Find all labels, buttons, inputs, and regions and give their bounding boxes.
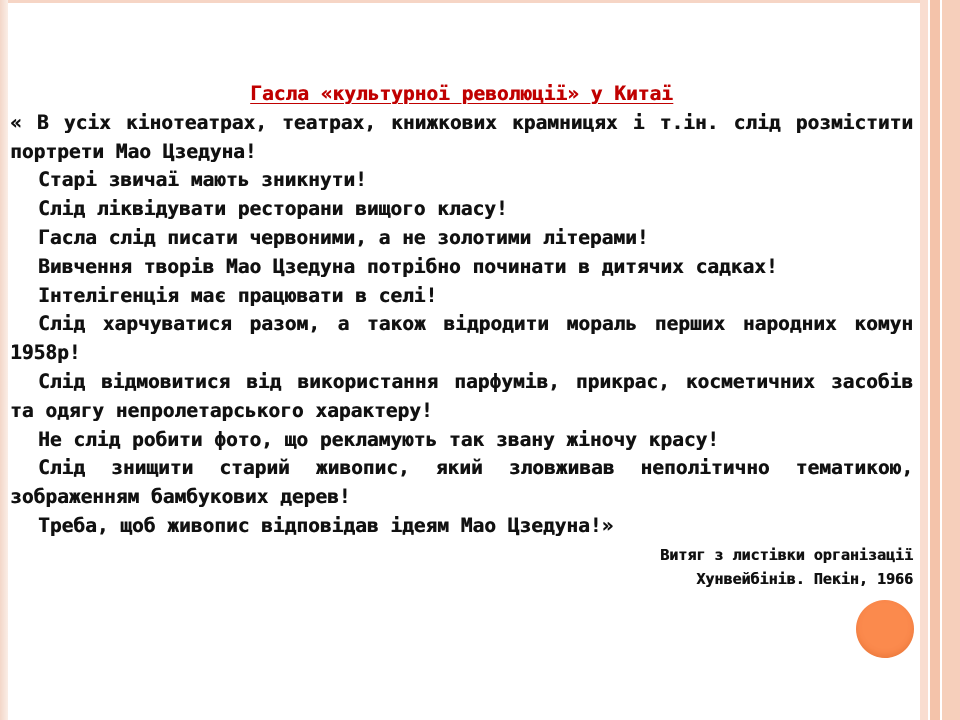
slogan-paragraph: Слід відмовитися від використання парфумів, прикрас, косметичних засобів та одягу непролетарського характеру! [10, 369, 913, 422]
slide-title: Гасла «культурної революції» у Китаї [250, 82, 673, 105]
slogan-paragraph: Інтелігенція має працювати в селі! [38, 283, 438, 307]
slogan-paragraph: Треба, щоб живопис відповідав ідеям Мао Цзедуна!» [38, 513, 614, 537]
slogan-paragraph: Слід харчуватися разом, а також відродити мораль перших народних комун 1958р! [10, 312, 913, 365]
slide-content [10, 80, 913, 591]
slogan-paragraph: Слід знищити старий живопис, який зловживав неполітично тематикою, зображенням бамбукових дерев! [10, 456, 913, 509]
slide-frame-top [8, 0, 920, 3]
slogan-paragraph: « В усіх кінотеатрах, театрах, книжкових крамницях і т.ін. слід розмістити портрети Мао Цзедуна! [10, 110, 913, 163]
slogan-paragraph: Гасла слід писати червоними, а не золотими літерами! [38, 225, 649, 249]
source-citation [10, 543, 913, 591]
slide-frame-right [920, 0, 960, 720]
source-line-1: Витяг з листівки організації [660, 545, 913, 564]
decorative-orange-circle [856, 600, 914, 658]
slogan-paragraph: Старі звичаї мають зникнути! [38, 168, 367, 192]
slogan-paragraph: Не слід робити фото, що рекламують так звану жіночу красу! [38, 427, 719, 451]
slogan-paragraph: Вивчення творів Мао Цзедуна потрібно починати в дитячих садках! [38, 254, 778, 278]
source-line-2: Хунвейбінів. Пекін, 1966 [696, 569, 913, 588]
slide-frame-left [0, 0, 8, 720]
slogan-paragraph: Слід ліквідувати ресторани вищого класу! [38, 197, 508, 221]
